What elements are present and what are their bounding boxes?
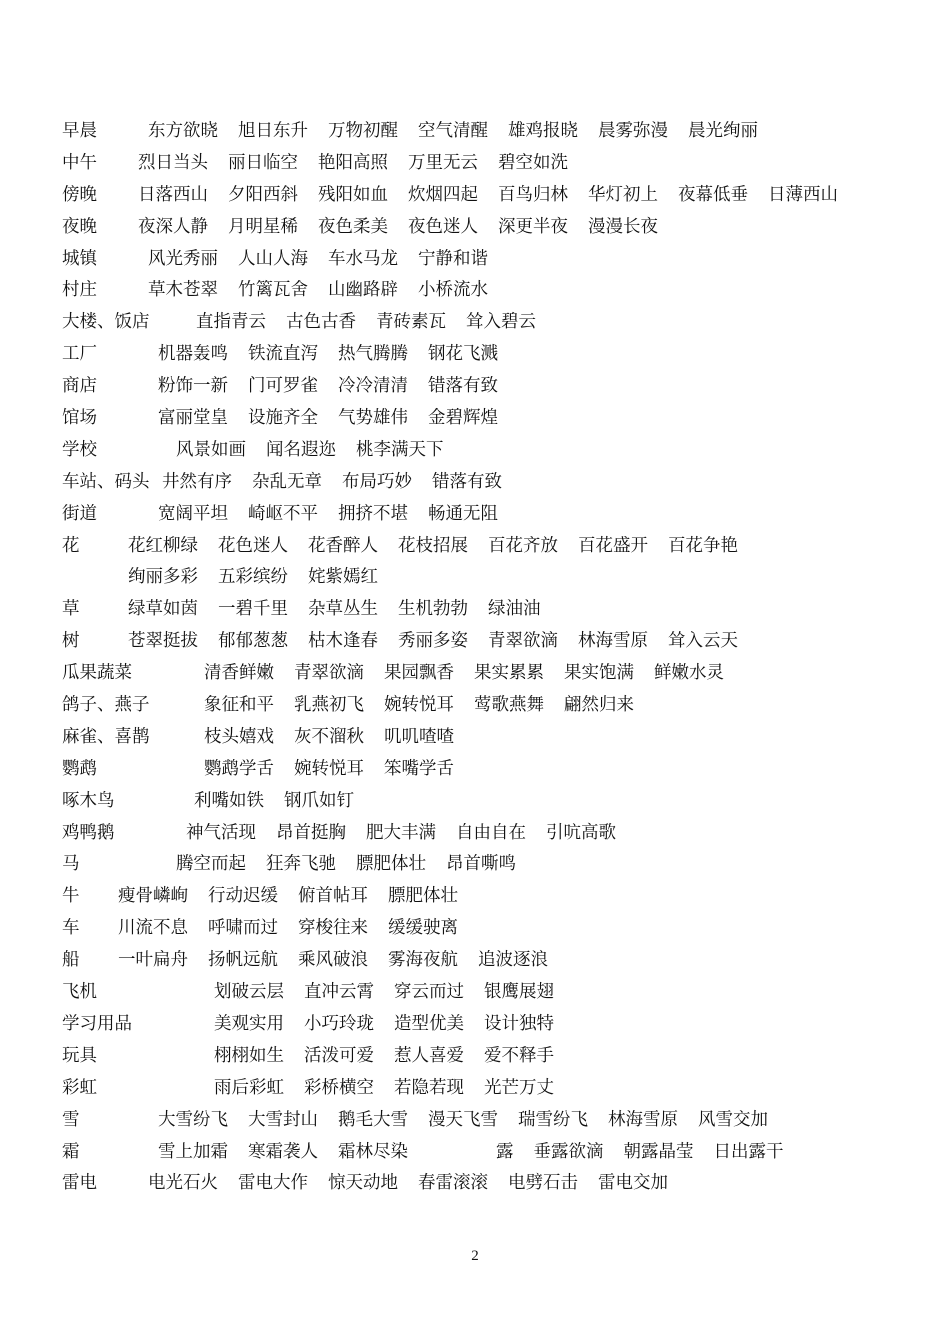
phrase-list — [196, 307, 556, 339]
phrase: 夕阳西斜 — [228, 184, 298, 205]
phrase: 鹅毛大雪 — [338, 1109, 408, 1130]
phrase: 朝露晶莹 — [623, 1141, 694, 1162]
phrase: 畅通无阻 — [428, 503, 498, 524]
phrase: 直指青云 — [196, 312, 266, 333]
phrase: 狂奔飞驰 — [266, 854, 336, 875]
vocabulary-row — [62, 435, 902, 467]
phrase: 错落有致 — [432, 471, 502, 492]
phrase: 笨嘴学舌 — [384, 758, 454, 779]
phrase: 膘肥体壮 — [388, 886, 458, 907]
phrase: 夜幕低垂 — [678, 184, 748, 205]
phrase: 雷电大作 — [238, 1173, 308, 1194]
phrase: 姹紫嫣红 — [308, 567, 378, 588]
phrase: 华灯初上 — [588, 184, 658, 205]
phrase: 直冲云霄 — [304, 982, 374, 1003]
phrase: 丽日临空 — [228, 152, 298, 173]
phrase: 东方欲晓 — [148, 121, 218, 141]
vocabulary-row — [62, 275, 902, 307]
phrase: 婉转悦耳 — [384, 695, 454, 716]
phrase: 枝头嬉戏 — [204, 726, 274, 747]
category-label: 露 — [496, 1141, 514, 1162]
phrase: 果园飘香 — [384, 663, 454, 684]
phrase-list — [186, 818, 636, 850]
phrase: 昂首挺胸 — [276, 822, 346, 843]
vocabulary-row — [62, 690, 902, 722]
phrase: 苍翠挺拔 — [128, 631, 198, 652]
vocabulary-row — [62, 116, 902, 148]
phrase: 雄鸡报晓 — [508, 121, 578, 141]
phrase: 车水马龙 — [328, 248, 398, 269]
phrase: 杂乱无章 — [252, 471, 322, 492]
phrase: 万物初醒 — [328, 121, 398, 141]
phrase-list — [194, 786, 374, 818]
phrase: 扬帆远航 — [208, 950, 278, 971]
phrase: 冷冷清清 — [338, 376, 408, 397]
phrase-list — [118, 881, 478, 913]
phrase: 翩然归来 — [564, 695, 634, 716]
vocabulary-row — [62, 339, 902, 371]
phrase: 枯木逢春 — [308, 631, 378, 652]
vocabulary-row — [62, 403, 902, 435]
category-label: 学习用品 — [62, 1013, 132, 1034]
phrase: 热气腾腾 — [338, 344, 408, 365]
phrase: 鹦鹉学舌 — [204, 758, 274, 779]
phrase: 大雪封山 — [248, 1109, 318, 1130]
phrase: 富丽堂皇 — [158, 408, 228, 429]
phrase: 电劈石击 — [508, 1173, 578, 1194]
category-label: 雷电 — [62, 1173, 97, 1194]
phrase-list — [148, 1168, 688, 1200]
category-label: 飞机 — [62, 982, 97, 1003]
phrase: 错落有致 — [428, 376, 498, 397]
vocabulary-row — [62, 849, 902, 881]
phrase: 秀丽多姿 — [398, 631, 468, 652]
category-label: 啄木鸟 — [62, 790, 115, 811]
phrase: 宁静和谐 — [418, 248, 488, 269]
phrase-list — [158, 371, 518, 403]
phrase: 昂首嘶鸣 — [446, 854, 516, 875]
phrase: 竹篱瓦舍 — [238, 280, 308, 301]
page-number: 2 — [471, 1248, 479, 1264]
phrase: 五彩缤纷 — [218, 567, 288, 588]
phrase: 惊天动地 — [328, 1173, 398, 1194]
vocabulary-row — [62, 913, 902, 945]
category-label: 馆场 — [62, 408, 97, 429]
phrase-list — [162, 467, 522, 499]
phrase: 漫天飞雪 — [428, 1109, 498, 1130]
phrase: 杂草丛生 — [308, 599, 378, 620]
vocabulary-row — [62, 1137, 902, 1169]
phrase: 人山人海 — [238, 248, 308, 269]
phrase-list — [158, 1137, 804, 1169]
category-label: 大楼、饭店 — [62, 312, 150, 333]
phrase: 春雷滚滚 — [418, 1173, 488, 1194]
vocabulary-row — [62, 818, 902, 850]
phrase-list — [204, 658, 744, 690]
phrase-list — [128, 594, 561, 626]
phrase: 利嘴如铁 — [194, 790, 264, 811]
phrase: 一碧千里 — [218, 599, 288, 620]
phrase: 行动迟缓 — [208, 886, 278, 907]
phrase: 花红柳绿 — [128, 535, 198, 556]
phrase: 残阳如血 — [318, 184, 388, 205]
phrase: 雾海夜航 — [388, 950, 458, 971]
phrase-list — [204, 690, 654, 722]
category-label: 村庄 — [62, 280, 97, 301]
phrase: 郁郁葱葱 — [218, 631, 288, 652]
phrase: 活泼可爱 — [304, 1045, 374, 1066]
phrase: 漫漫长夜 — [588, 216, 658, 237]
phrase: 耸入碧云 — [466, 312, 536, 333]
phrase: 钢花飞溅 — [428, 344, 498, 365]
phrase: 瑞雪纷飞 — [518, 1109, 588, 1130]
phrase: 穿云而过 — [394, 982, 464, 1003]
vocabulary-row — [62, 658, 902, 690]
phrase-list — [214, 1073, 574, 1105]
category-label: 夜晚 — [62, 216, 97, 237]
category-label: 工厂 — [62, 344, 97, 365]
phrase: 林海雪原 — [608, 1109, 678, 1130]
phrase-list — [138, 180, 858, 212]
phrase: 缓缓驶离 — [388, 918, 458, 939]
phrase: 乘风破浪 — [298, 950, 368, 971]
phrase: 百花齐放 — [488, 535, 558, 556]
phrase-list — [138, 148, 588, 180]
phrase: 风光秀丽 — [148, 248, 218, 269]
category-label: 彩虹 — [62, 1077, 97, 1098]
vocabulary-row — [62, 977, 902, 1009]
phrase: 气势雄伟 — [338, 408, 408, 429]
category-label: 傍晚 — [62, 184, 97, 205]
vocabulary-row — [62, 1073, 902, 1105]
phrase: 桃李满天下 — [356, 439, 444, 460]
phrase: 光芒万丈 — [484, 1077, 554, 1098]
category-label: 雪 — [62, 1109, 80, 1130]
phrase: 造型优美 — [394, 1013, 464, 1034]
phrase: 日落西山 — [138, 184, 208, 205]
phrase: 崎岖不平 — [248, 503, 318, 524]
phrase: 百花争艳 — [668, 535, 738, 556]
phrase: 风雪交加 — [698, 1109, 768, 1130]
vocabulary-row — [62, 1009, 902, 1041]
phrase-list — [148, 244, 508, 276]
category-label: 车 — [62, 918, 80, 939]
phrase: 花色迷人 — [218, 535, 288, 556]
phrase: 引吭高歌 — [546, 822, 616, 843]
phrase: 叽叽喳喳 — [384, 726, 454, 747]
category-label: 中午 — [62, 152, 97, 173]
phrase: 夜深人静 — [138, 216, 208, 237]
category-label: 学校 — [62, 439, 97, 460]
phrase: 粉饰一新 — [158, 376, 228, 397]
phrase-list — [128, 626, 758, 658]
category-label: 早晨 — [62, 121, 97, 141]
vocabulary-row — [62, 371, 902, 403]
category-label: 瓜果蔬菜 — [62, 663, 132, 684]
phrase: 林海雪原 — [578, 631, 648, 652]
category-label: 鸽子、燕子 — [62, 695, 150, 716]
category-label: 麻雀、喜鹊 — [62, 726, 150, 747]
category-label: 玩具 — [62, 1045, 97, 1066]
phrase: 霜林尽染 — [338, 1141, 408, 1162]
phrase-list — [176, 849, 536, 881]
phrase: 青翠欲滴 — [294, 663, 364, 684]
phrase: 月明星稀 — [228, 216, 298, 237]
phrase: 一叶扁舟 — [118, 950, 188, 971]
phrase: 绿草如茵 — [128, 599, 198, 620]
phrase: 绿油油 — [488, 599, 541, 620]
phrase-list — [204, 754, 474, 786]
phrase-list — [118, 913, 478, 945]
phrase: 百花盛开 — [578, 535, 648, 556]
phrase: 莺歌燕舞 — [474, 695, 544, 716]
phrase: 清香鲜嫩 — [204, 663, 274, 684]
phrase: 象征和平 — [204, 695, 274, 716]
phrase: 设计独特 — [484, 1013, 554, 1034]
phrase: 青砖素瓦 — [376, 312, 446, 333]
phrase: 风景如画 — [176, 439, 246, 460]
vocabulary-row — [62, 212, 902, 244]
phrase-list — [128, 531, 758, 563]
phrase: 宽阔平坦 — [158, 503, 228, 524]
vocabulary-row — [62, 881, 902, 913]
phrase: 美观实用 — [214, 1013, 284, 1034]
phrase: 雨后彩虹 — [214, 1077, 284, 1098]
phrase-list — [214, 1041, 574, 1073]
phrase: 绚丽多彩 — [128, 567, 198, 588]
phrase: 垂露欲滴 — [533, 1141, 604, 1162]
phrase: 呼啸而过 — [208, 918, 278, 939]
category-label: 霜 — [62, 1141, 80, 1162]
phrase: 神气活现 — [186, 822, 256, 843]
phrase-list — [214, 1009, 574, 1041]
vocabulary-row — [62, 945, 902, 977]
phrase: 自由自在 — [456, 822, 526, 843]
vocabulary-row — [62, 148, 902, 180]
phrase: 闻名遐迩 — [266, 439, 336, 460]
phrase-list — [158, 1105, 788, 1137]
phrase: 拥挤不堪 — [338, 503, 408, 524]
vocabulary-row — [62, 626, 902, 658]
phrase: 果实累累 — [474, 663, 544, 684]
phrase: 银鹰展翅 — [484, 982, 554, 1003]
vocabulary-row — [62, 1168, 902, 1200]
phrase: 肥大丰满 — [366, 822, 436, 843]
phrase: 日出露干 — [713, 1141, 784, 1162]
phrase: 追波逐浪 — [478, 950, 548, 971]
phrase: 花枝招展 — [398, 535, 468, 556]
phrase: 果实饱满 — [564, 663, 634, 684]
phrase: 万里无云 — [408, 152, 478, 173]
document-body — [62, 116, 902, 1200]
phrase: 炊烟四起 — [408, 184, 478, 205]
phrase-list — [214, 977, 574, 1009]
phrase: 惹人喜爱 — [394, 1045, 464, 1066]
vocabulary-row — [62, 562, 902, 594]
category-label: 商店 — [62, 376, 97, 397]
vocabulary-row — [62, 1105, 902, 1137]
vocabulary-row — [62, 467, 902, 499]
phrase: 青翠欲滴 — [488, 631, 558, 652]
vocabulary-row — [62, 1041, 902, 1073]
phrase: 生机勃勃 — [398, 599, 468, 620]
phrase: 爱不释手 — [484, 1045, 554, 1066]
category-label: 马 — [62, 854, 80, 875]
phrase: 雪上加霜 — [158, 1141, 228, 1162]
phrase: 大雪纷飞 — [158, 1109, 228, 1130]
phrase: 晨光绚丽 — [688, 121, 758, 141]
phrase: 布局巧妙 — [342, 471, 412, 492]
category-label: 花 — [62, 535, 80, 556]
phrase: 古色古香 — [286, 312, 356, 333]
phrase: 彩桥横空 — [304, 1077, 374, 1098]
vocabulary-row — [62, 180, 902, 212]
category-label: 牛 — [62, 886, 80, 907]
phrase-list — [158, 339, 518, 371]
vocabulary-row — [62, 786, 902, 818]
phrase: 艳阳高照 — [318, 152, 388, 173]
phrase-list — [176, 435, 464, 467]
phrase: 川流不息 — [118, 918, 188, 939]
phrase: 膘肥体壮 — [356, 854, 426, 875]
vocabulary-row — [62, 307, 902, 339]
phrase: 烈日当头 — [138, 152, 208, 173]
phrase: 空气清醒 — [418, 121, 488, 141]
phrase: 花香醉人 — [308, 535, 378, 556]
phrase: 俯首帖耳 — [298, 886, 368, 907]
phrase: 腾空而起 — [176, 854, 246, 875]
phrase: 门可罗雀 — [248, 376, 318, 397]
phrase: 铁流直泻 — [248, 344, 318, 365]
category-label: 树 — [62, 631, 80, 652]
phrase: 穿梭往来 — [298, 918, 368, 939]
phrase-list — [148, 275, 508, 307]
category-label: 街道 — [62, 503, 97, 524]
phrase-list — [148, 116, 778, 148]
phrase: 钢爪如钉 — [284, 790, 354, 811]
category-label: 草 — [62, 599, 80, 620]
vocabulary-row — [62, 594, 902, 626]
phrase: 耸入云天 — [668, 631, 738, 652]
category-label: 城镇 — [62, 248, 97, 269]
category-label: 鸡鸭鹅 — [62, 822, 115, 843]
phrase: 寒霜袭人 — [248, 1141, 318, 1162]
phrase: 日薄西山 — [768, 184, 838, 205]
phrase: 深更半夜 — [498, 216, 568, 237]
phrase: 小巧玲珑 — [304, 1013, 374, 1034]
phrase: 山幽路辟 — [328, 280, 398, 301]
phrase: 机器轰鸣 — [158, 344, 228, 365]
phrase: 井然有序 — [162, 471, 232, 492]
phrase: 若隐若现 — [394, 1077, 464, 1098]
vocabulary-row — [62, 531, 902, 563]
phrase-list — [118, 945, 568, 977]
phrase: 碧空如洗 — [498, 152, 568, 173]
phrase: 雷电交加 — [598, 1173, 668, 1194]
phrase-list — [158, 499, 518, 531]
phrase: 草木苍翠 — [148, 280, 218, 301]
phrase: 夜色迷人 — [408, 216, 478, 237]
phrase: 灰不溜秋 — [294, 726, 364, 747]
phrase: 划破云层 — [214, 982, 284, 1003]
phrase: 旭日东升 — [238, 121, 308, 141]
phrase-list — [158, 403, 518, 435]
phrase: 金碧辉煌 — [428, 408, 498, 429]
phrase-list — [128, 562, 398, 594]
vocabulary-row — [62, 754, 902, 786]
vocabulary-row — [62, 499, 902, 531]
phrase: 小桥流水 — [418, 280, 488, 301]
phrase: 电光石火 — [148, 1173, 218, 1194]
phrase: 乳燕初飞 — [294, 695, 364, 716]
phrase: 栩栩如生 — [214, 1045, 284, 1066]
phrase: 瘦骨嶙峋 — [118, 886, 188, 907]
phrase: 百鸟归林 — [498, 184, 568, 205]
category-label: 船 — [62, 950, 80, 971]
phrase: 晨雾弥漫 — [598, 121, 668, 141]
phrase-list — [138, 212, 678, 244]
category-label: 车站、码头 — [62, 471, 150, 492]
category-label: 鹦鹉 — [62, 758, 97, 779]
phrase: 鲜嫩水灵 — [654, 663, 724, 684]
phrase: 设施齐全 — [248, 408, 318, 429]
vocabulary-row — [62, 244, 902, 276]
phrase: 婉转悦耳 — [294, 758, 364, 779]
phrase-list — [204, 722, 474, 754]
vocabulary-row — [62, 722, 902, 754]
phrase: 夜色柔美 — [318, 216, 388, 237]
